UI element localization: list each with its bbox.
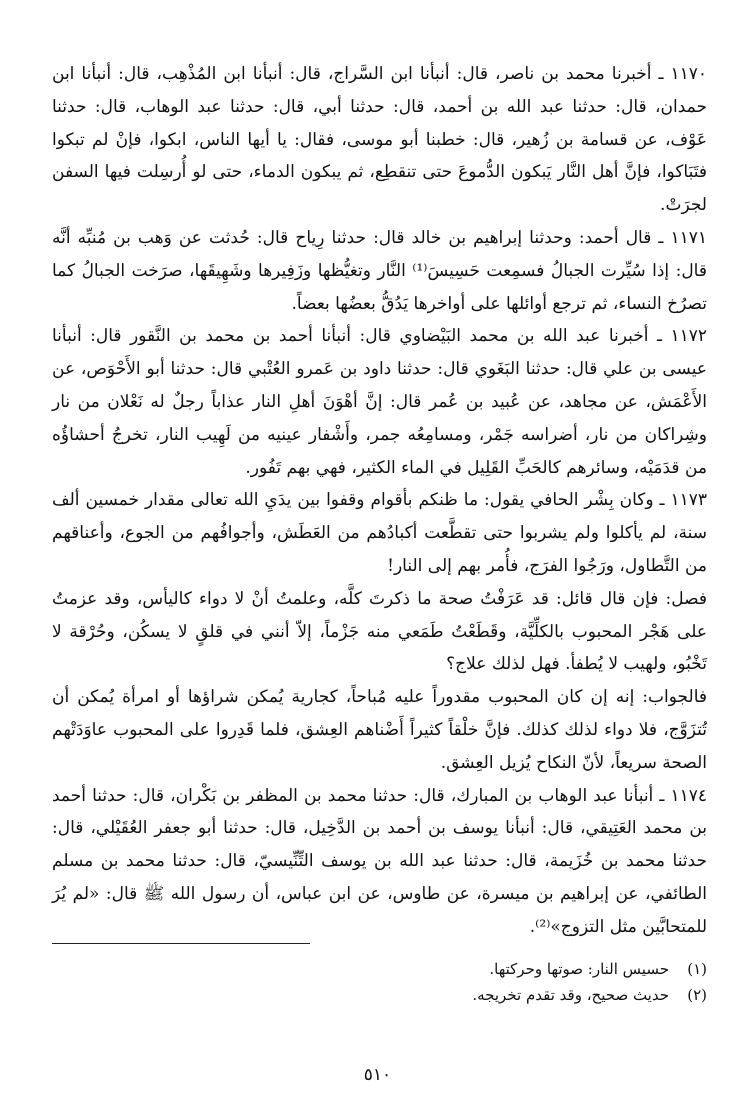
footnote-number: (١): [687, 960, 707, 978]
footnote-2: [52, 982, 707, 1008]
paragraph-1174: ١١٧٤ ـ أنبأنا عبد الوهاب بن المبارك، قال: حدثنا محمد بن المظفر بن بَكْران، قال: حدثنا أحمد بن محمد العَتِيقي، قال: أنبأنا يوسف بن أحمد بن الدَّخِيل، قال: حدثنا أبو جعفر العُقَيْلي، قال: حدثنا محمد بن خُزَيمة، قال: حدثنا عبد الله بن يوسف التِّنِّيسيّ، قال: حدثنا محمد بن مسلم الطائفي، عن إبراهيم بن ميسرة، عن طاوس، عن ابن عباس، أن رسول الله ﷺ قال: «لم يُرَ للمتحابَّين مثل التزوج»⁽²⁾.: [52, 785, 707, 937]
footnote-separator: [52, 943, 310, 944]
paragraph-1173: ١١٧٣ ـ وكان بِشْر الحافي يقول: ما ظنكم بأقوام وقفوا بين يدَيِ الله تعالى مقدار خمسين ألف سنة، لم يأكلوا ولم يشربوا حتى تقطَّعت أكبادُهم من العَطَش، وأجوافُهم من الجوع، وأعناقهم من التَّطاول، ورَجُوا الفرَج، فأُمر بهم إلى النار!: [52, 490, 707, 576]
page-number: ٥١٠: [363, 1065, 392, 1085]
paragraph-fasl: فصل: فإن قال قائل: قد عَرَفْتُ صحة ما ذكرتَ كلَّه، وعلمتُ أنْ لا دواء كاليأس، وقد عزمتُ على هَجْر المحبوب بالكلِّيَّة، وقَطَعْتُ طَمَعي منه جَزْماً، إلاّ أنني في قلقٍ لا يسكُن، وحُرْقة لا تَخْبُو، ولهيب لا يُطفأ. فهل لذلك علاج؟: [52, 588, 707, 675]
footnote-text: حسيس النار: صوتها وحركتها.: [489, 960, 669, 978]
footnote-1: [52, 956, 707, 982]
paragraph-1170: ١١٧٠ ـ أخبرنا محمد بن ناصر، قال: أنبأنا ابن السَّراج، قال: أنبأنا ابن المُذْهِب، قال: أنبأنا ابن حمدان، قال: حدثنا عبد الله بن أحمد، قال: حدثنا أبي، قال: حدثنا عبد الوهاب، قال: حدثنا عَوْف، عن قسامة بن زُهير، قال: خطبنا أبو موسى، فقال: يا أيها الناس، ابكوا، فإنْ لم تبكوا فتَبَاكوا، فإنَّ أهل النَّار يَبكون الدُّموعَ حتى تنقطِع، ثم يبكون الدماء، حتى لو أُرسِلت فيها السفن لجرَتْ.: [52, 64, 707, 216]
footnote-text: حديث صحيح، وقد تقدم تخريجه.: [472, 986, 669, 1004]
footnotes: [52, 956, 707, 1008]
paragraph-1171: ١١٧١ ـ قال أحمد: وحدثنا إبراهيم بن خالد قال: حدثنا رِياح قال: حُدثت عن وَهب بن مُنبِّه أنَّه قال: إذا سُيِّرت الجبالُ فسمِعت حَسِيسَ⁽¹⁾ النَّار وتغيُّظها وزَفِيرها وشَهِيقَها، صرَخت الجبالُ كما تصرُخ النساء، ثم ترجع أوائلها على أواخرها يَدُقُّ بعضُها بعضاً.: [52, 227, 707, 314]
paragraph-answer: فالجواب: إنه إن كان المحبوب مقدوراً عليه مُباحاً، كجارية يُمكن شراؤها أو امرأة يُمكن أن تُتزَوَّج، فلا دواء لذلك كذلك. فإنَّ خلْقاً كثيراً أَضْناهم العِشق، فلما قَدِروا على المحبوب عاوَدَتْهم الصحة سريعاً، لأنّ النكاح يُزيل العِشق.: [52, 687, 708, 773]
paragraph-1172: ١١٧٢ ـ أخبرنا عبد الله بن محمد البَيْضاوي قال: أنبأنا أحمد بن محمد بن النَّقور قال: أنبأنا عيسى بن علي قال: حدثنا البَغَوي قال: حدثنا داود بن عَمرو العُتْبي قال: حدثنا أبو الأَحْوَص، عن الأَعْمَش، عن مجاهد، عن عُبيد بن عُمر قال: إنَّ أهْوَنَ أهلِ النار عذاباً رجلٌ له نَعْلان من نار وشِراكان من نار، أضراسه جَمْر، ومسامِعُه جمر، وأَشْفار عينيه من لَهِيب النار، تخرجُ أحشاؤُه من قدَمَيْه، وسائرهم كالحَبِّ القَلِيل في الماء الكثير، فهي بهم تَفُور.: [52, 326, 707, 478]
footnote-number: (٢): [687, 986, 707, 1004]
main-text: [52, 58, 707, 944]
